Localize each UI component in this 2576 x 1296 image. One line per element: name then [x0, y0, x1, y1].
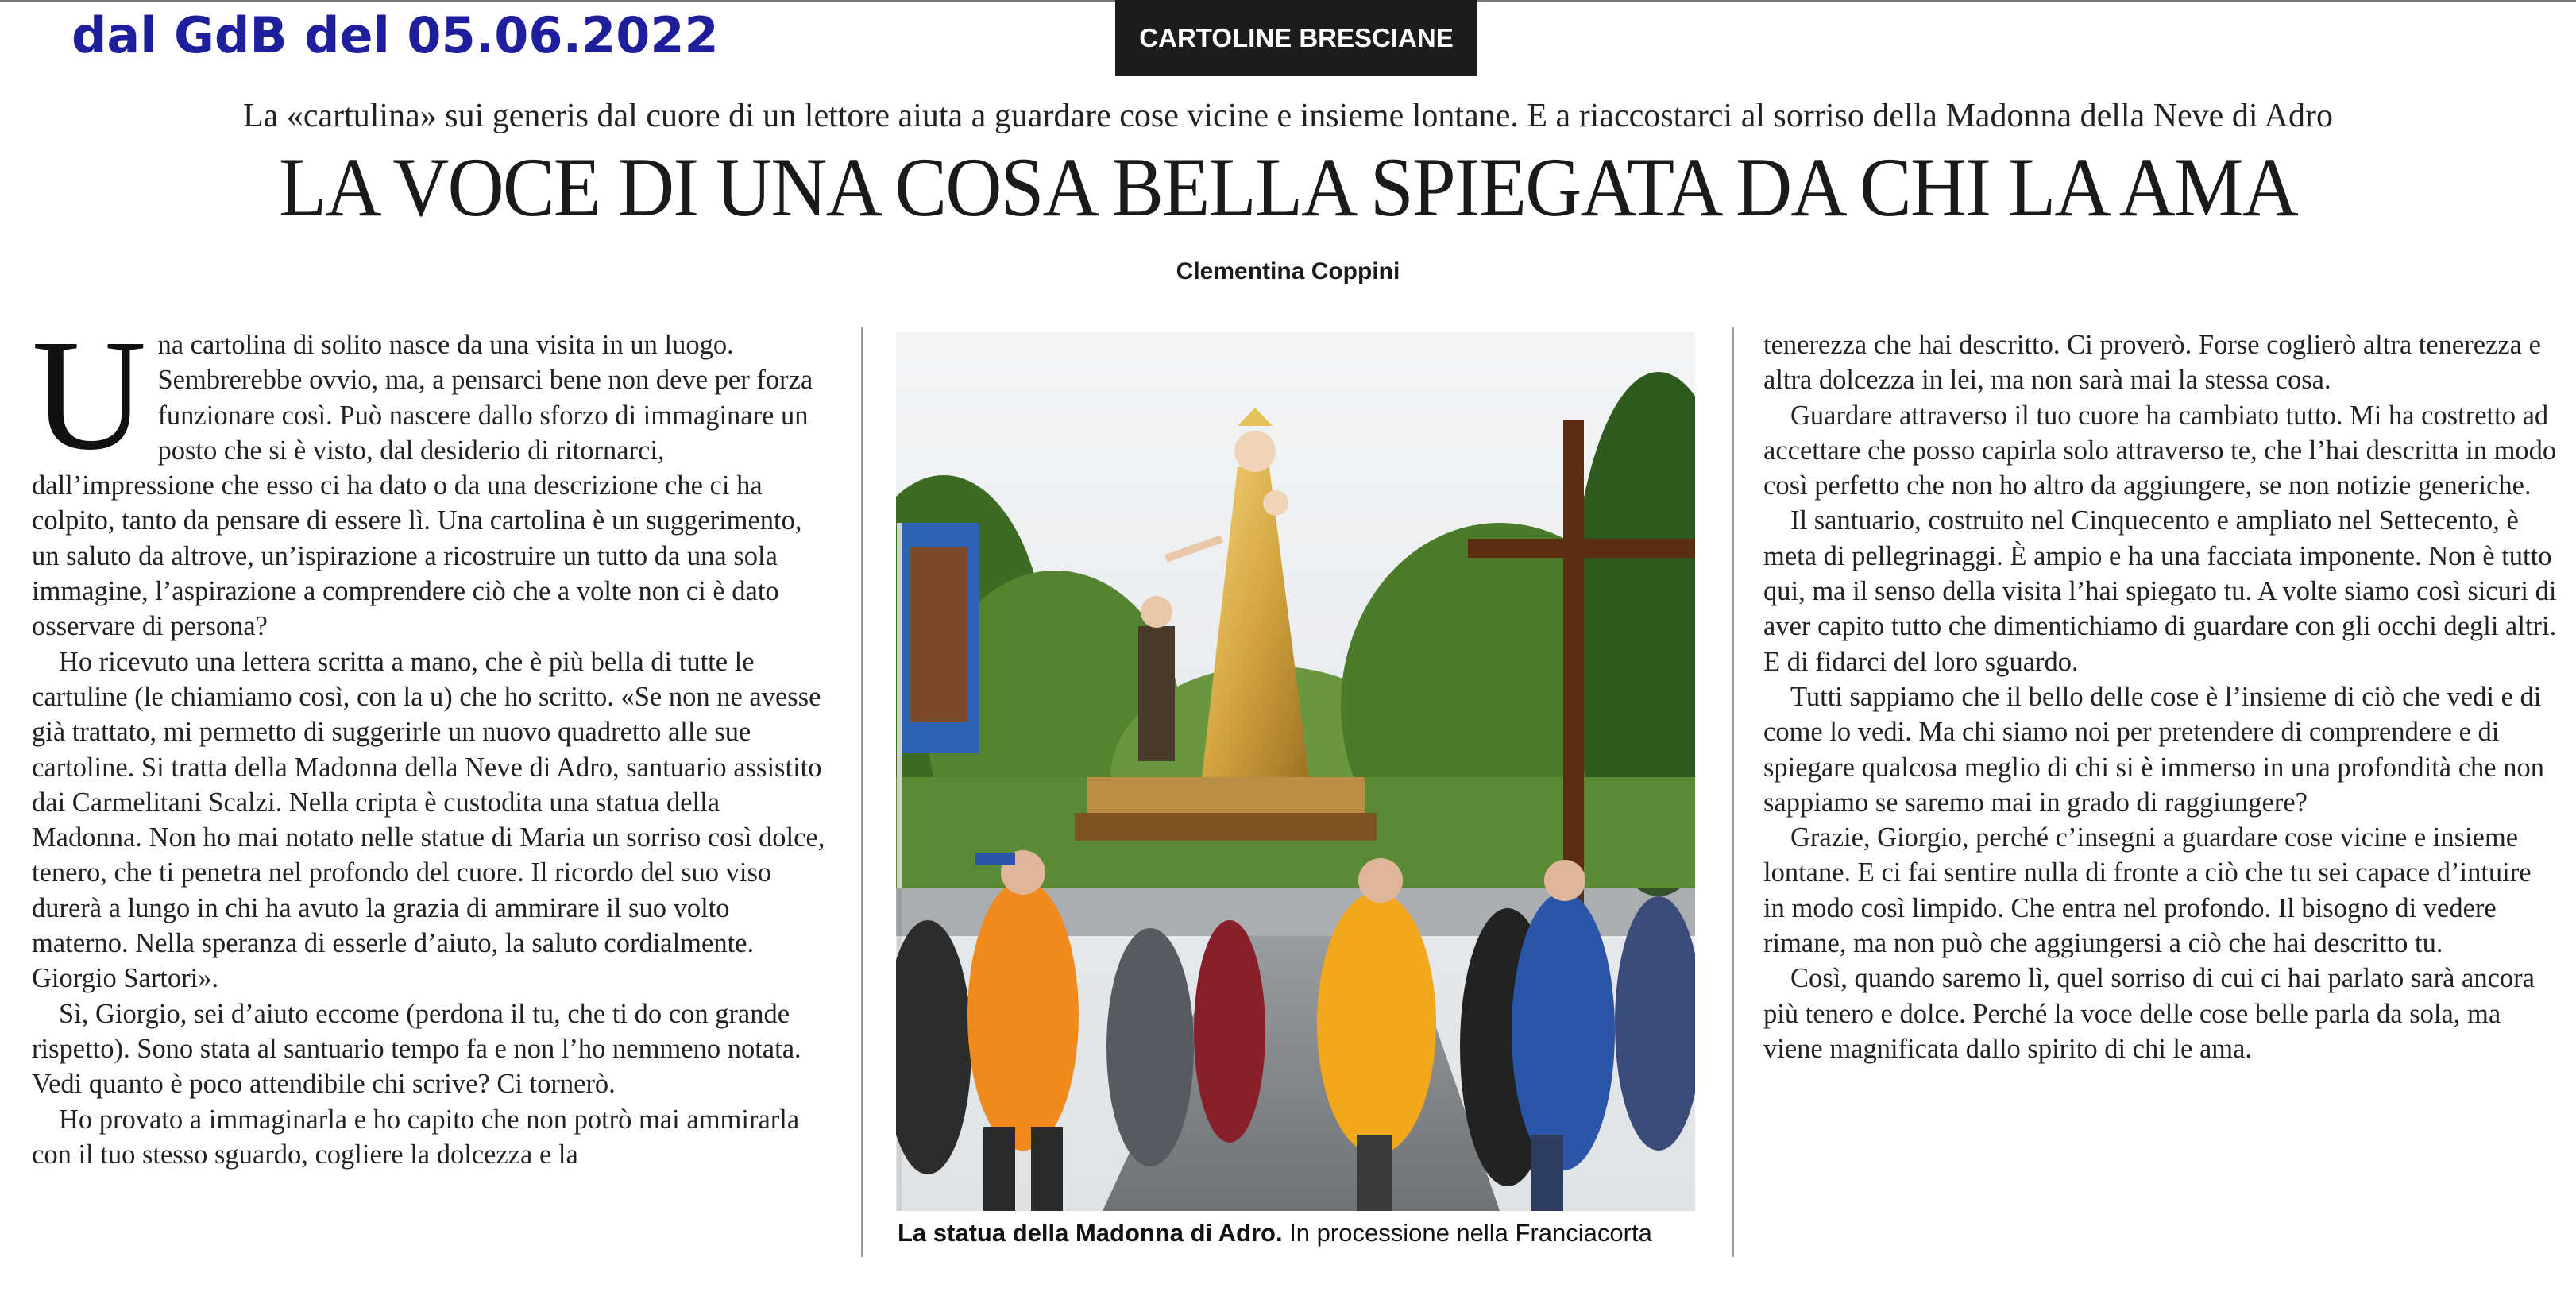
- caption-bold: La statua della Madonna di Adro.: [898, 1219, 1283, 1247]
- paragraph: Il santuario, costruito nel Cinquecento e ampliato nel Settecento, è meta di pellegrinaggi. È ampio e ha una facciata imponente. Non è tutto qui, ma il senso della visita l’hai spiegato tu. A volte siamo così sicuri di aver capito tutto che dimentichiamo di guardare con gli occhi degli altri. E di fidarci del loro sguardo.: [1763, 505, 2557, 677]
- drop-cap: U: [32, 308, 147, 483]
- procession-illustration: [896, 332, 1695, 1211]
- section-label: CARTOLINE BRESCIANE: [1115, 0, 1477, 76]
- paragraph: Sì, Giorgio, sei d’aiuto eccome (perdona il tu, che ti do con grande rispetto). Sono stata al santuario tempo fa e non l’ho nemmeno notata. Vedi quanto è poco attendibile chi scrive? Ci tornerò.: [32, 998, 801, 1100]
- paragraph: Così, quando saremo lì, quel sorriso di cui ci hai parlato sarà ancora più tenero e dolce. Perché la voce delle cose belle parla da sola, ma viene magnificata dallo spirito di chi le ama.: [1763, 963, 2535, 1064]
- paragraph: Ho provato a immaginarla e ho capito che non potrò mai ammirarla con il tuo stesso sguardo, cogliere la dolcezza e la: [32, 1104, 800, 1170]
- byline: Clementina Coppini: [1176, 258, 1400, 284]
- paragraph: Guardare attraverso il tuo cuore ha cambiato tutto. Mi ha costretto ad accettare che posso capirla solo attraverso te, che l’hai descritta in modo così perfetto che non ho altro da aggiungere, se non notizie generiche.: [1763, 400, 2557, 501]
- caption-text: In processione nella Franciacorta: [1282, 1219, 1652, 1247]
- paragraph: na cartolina di solito nasce da una visita in un luogo. Sembrerebbe ovvio, ma, a pensarci bene non deve per forza funzionare così. Può nascere dallo sforzo di immaginare un posto che si è visto, dal desiderio di ritornarci, dall’impressione che esso ci ha dato o da una descrizione che ci ha colpito, tanto da pensare di essere lì. Una cartolina è un suggerimento, un saluto da altrove, un’ispirazione a ricostruire un tutto da una sola immagine, l’aspirazione a comprendere ciò che a volte non ci è dato osservare di persona?: [32, 330, 813, 642]
- photo-caption: [898, 1219, 1740, 1248]
- source-note: dal GdB del 05.06.2022: [71, 6, 719, 64]
- column-divider: [1732, 327, 1734, 1257]
- kicker: La «cartulina» sui generis dal cuore di un lettore aiuta a guardare cose vicine e insieme lontane. E a riaccostarci al sorriso della Madonna della Neve di Adro: [243, 98, 2333, 134]
- paragraph: tenerezza che hai descritto. Ci proverò. Forse coglierò altra tenerezza e altra dolcezza in lei, ma non sarà mai la stessa cosa.: [1763, 330, 2541, 396]
- headline: LA VOCE DI UNA COSA BELLA SPIEGATA DA CHI LA AMA: [278, 141, 2298, 234]
- procession-photo: [896, 332, 1695, 1211]
- article-column-3: [1763, 327, 2558, 1066]
- paragraph: Tutti sappiamo che il bello delle cose è l’insieme di ciò che vedi e di come lo vedi. Ma chi siamo noi per pretendere di comprendere e di spiegare qualcosa meglio di chi si è immerso in una profondità che non sappiamo se saremo mai in grado di raggiungere?: [1763, 681, 2544, 818]
- paragraph: Ho ricevuto una lettera scritta a mano, che è più bella di tutte le cartuline (le chiamiamo così, con la u) che ho scritto. «Se non ne avesse già trattato, mi permetto di suggerirle un nuovo quadretto alle sue cartoline. Si tratta della Madonna della Neve di Adro, santuario assistito dai Carmelitani Scalzi. Nella cripta è custodita una statua della Madonna. Non ho mai notato nelle statue di Maria un sorriso così dolce, tenero, che ti penetra nel profondo del cuore. Il ricordo del suo viso durerà a lungo in chi ha avuto la grazia di ammirare il suo volto materno. Nella speranza di esserle d’aiuto, la saluto cordialmente. Giorgio Sartori».: [32, 646, 825, 994]
- article-column-1: [32, 308, 826, 1172]
- paragraph: Grazie, Giorgio, perché c’insegni a guardare cose vicine e insieme lontane. E ci fai sentire nulla di fronte a ciò che tu sei capace d’intuire in modo così limpido. Che entra nel profondo. Il bisogno di vedere rimane, ma non può che aggiungersi a ciò che hai descritto tu.: [1763, 822, 2532, 959]
- column-divider: [861, 327, 863, 1257]
